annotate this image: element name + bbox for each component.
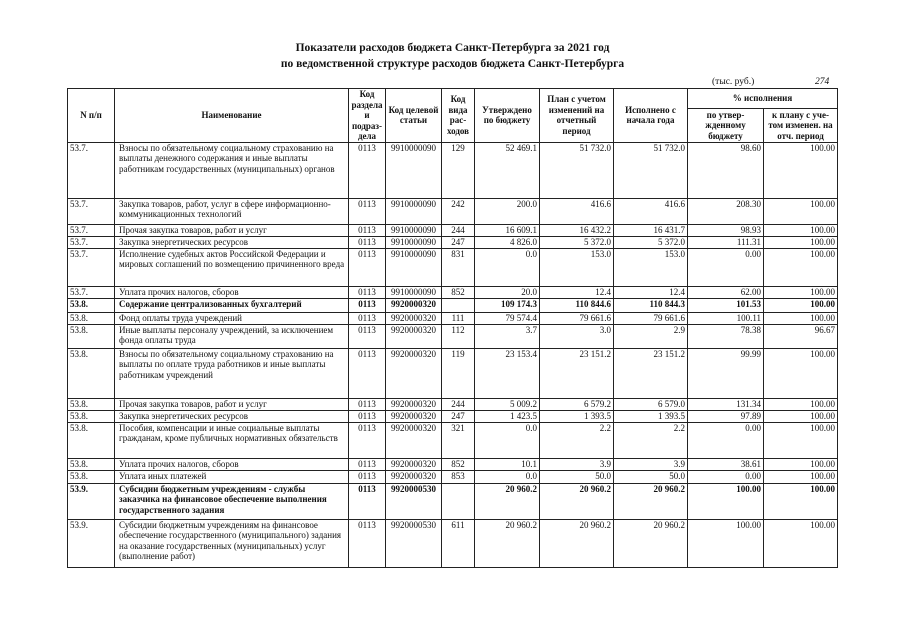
row-razdel: 0113 <box>349 324 386 348</box>
row-pct-approved: 98.93 <box>688 224 764 236</box>
row-plan: 12.4 <box>540 286 614 298</box>
table-row <box>68 312 838 324</box>
row-approved: 3.7 <box>475 324 540 348</box>
row-approved: 20 960.2 <box>475 519 540 567</box>
header-pct-approved: по утвер- жденному бюджету <box>688 109 764 142</box>
row-num: 53.8. <box>68 298 115 312</box>
row-csr: 9910000090 <box>386 248 442 286</box>
row-vr: 247 <box>442 236 475 248</box>
row-csr: 9920000320 <box>386 398 442 410</box>
row-plan: 16 432.2 <box>540 224 614 236</box>
row-pct-plan: 100.00 <box>764 142 838 198</box>
header-csr: Код целевой статьи <box>386 89 442 143</box>
row-name: Закупка энергетических ресурсов <box>115 410 349 422</box>
row-csr: 9920000320 <box>386 312 442 324</box>
row-razdel: 0113 <box>349 248 386 286</box>
row-plan: 50.0 <box>540 470 614 483</box>
row-vr: 111 <box>442 312 475 324</box>
row-num: 53.7. <box>68 248 115 286</box>
row-executed: 5 372.0 <box>614 236 688 248</box>
row-pct-approved: 78.38 <box>688 324 764 348</box>
row-razdel: 0113 <box>349 286 386 298</box>
row-num: 53.8. <box>68 410 115 422</box>
row-plan: 110 844.6 <box>540 298 614 312</box>
row-approved: 0.0 <box>475 470 540 483</box>
row-pct-approved: 0.00 <box>688 422 764 458</box>
row-razdel: 0113 <box>349 398 386 410</box>
row-num: 53.8. <box>68 348 115 398</box>
row-vr: 611 <box>442 519 475 567</box>
row-razdel: 0113 <box>349 422 386 458</box>
table-row <box>68 410 838 422</box>
row-csr: 9920000320 <box>386 324 442 348</box>
budget-table <box>67 88 838 568</box>
row-pct-plan: 100.00 <box>764 198 838 224</box>
header-percent-group: % исполнения <box>688 89 838 109</box>
row-num: 53.8. <box>68 470 115 483</box>
row-approved: 52 469.1 <box>475 142 540 198</box>
table-row <box>68 324 838 348</box>
row-razdel: 0113 <box>349 483 386 519</box>
header-executed: Исполнено с начала года <box>614 89 688 143</box>
row-pct-plan: 100.00 <box>764 236 838 248</box>
row-approved: 4 826.0 <box>475 236 540 248</box>
table-row <box>68 236 838 248</box>
row-pct-plan: 100.00 <box>764 519 838 567</box>
row-executed: 153.0 <box>614 248 688 286</box>
row-plan: 153.0 <box>540 248 614 286</box>
table-row <box>68 142 838 198</box>
row-csr: 9920000320 <box>386 458 442 470</box>
row-executed: 6 579.0 <box>614 398 688 410</box>
row-name: Исполнение судебных актов Российской Федерации и мировых соглашений по возмещению причиненного вреда <box>115 248 349 286</box>
row-executed: 23 151.2 <box>614 348 688 398</box>
row-name: Закупка товаров, работ, услуг в сфере информационно-коммуникационных технологий <box>115 198 349 224</box>
row-num: 53.8. <box>68 312 115 324</box>
row-csr: 9920000320 <box>386 298 442 312</box>
header-razdel: Код раздела и подраз- дела <box>349 89 386 143</box>
row-num: 53.7. <box>68 198 115 224</box>
row-csr: 9920000320 <box>386 470 442 483</box>
row-approved: 0.0 <box>475 422 540 458</box>
table-row <box>68 286 838 298</box>
row-csr: 9910000090 <box>386 198 442 224</box>
report-title-line-1: Показатели расходов бюджета Санкт-Петербурга за 2021 год <box>295 42 610 54</box>
row-csr: 9910000090 <box>386 286 442 298</box>
row-vr: 244 <box>442 398 475 410</box>
row-plan: 23 151.2 <box>540 348 614 398</box>
row-approved: 5 009.2 <box>475 398 540 410</box>
row-num: 53.8. <box>68 422 115 458</box>
row-executed: 79 661.6 <box>614 312 688 324</box>
row-executed: 12.4 <box>614 286 688 298</box>
row-executed: 16 431.7 <box>614 224 688 236</box>
row-plan: 1 393.5 <box>540 410 614 422</box>
row-num: 53.7. <box>68 286 115 298</box>
row-vr: 112 <box>442 324 475 348</box>
row-name: Взносы по обязательному социальному страхованию на выплаты денежного содержания и иные выплаты работникам государственных (муниципальных) органов <box>115 142 349 198</box>
row-plan: 51 732.0 <box>540 142 614 198</box>
row-name: Фонд оплаты труда учреждений <box>115 312 349 324</box>
table-row <box>68 483 838 519</box>
table-row <box>68 224 838 236</box>
row-executed: 20 960.2 <box>614 483 688 519</box>
table-row <box>68 398 838 410</box>
row-executed: 2.9 <box>614 324 688 348</box>
row-plan: 2.2 <box>540 422 614 458</box>
row-csr: 9920000530 <box>386 483 442 519</box>
row-name: Содержание централизованных бухгалтерий <box>115 298 349 312</box>
row-name: Закупка энергетических ресурсов <box>115 236 349 248</box>
row-executed: 50.0 <box>614 470 688 483</box>
table-row <box>68 422 838 458</box>
row-pct-approved: 100.00 <box>688 483 764 519</box>
row-pct-plan: 100.00 <box>764 398 838 410</box>
row-num: 53.8. <box>68 324 115 348</box>
row-pct-plan: 100.00 <box>764 410 838 422</box>
row-vr: 321 <box>442 422 475 458</box>
row-approved: 0.0 <box>475 248 540 286</box>
row-razdel: 0113 <box>349 410 386 422</box>
row-name: Прочая закупка товаров, работ и услуг <box>115 398 349 410</box>
table-row <box>68 198 838 224</box>
header-vr: Код вида рас- ходов <box>442 89 475 143</box>
row-plan: 5 372.0 <box>540 236 614 248</box>
table-row <box>68 519 838 567</box>
table-row <box>68 470 838 483</box>
row-executed: 2.2 <box>614 422 688 458</box>
row-vr <box>442 298 475 312</box>
row-pct-plan: 100.00 <box>764 458 838 470</box>
row-plan: 416.6 <box>540 198 614 224</box>
row-vr: 119 <box>442 348 475 398</box>
row-plan: 3.0 <box>540 324 614 348</box>
row-pct-approved: 100.00 <box>688 519 764 567</box>
row-razdel: 0113 <box>349 198 386 224</box>
row-vr: 853 <box>442 470 475 483</box>
row-pct-approved: 111.31 <box>688 236 764 248</box>
row-csr: 9920000320 <box>386 422 442 458</box>
row-pct-plan: 100.00 <box>764 470 838 483</box>
header-pct-plan: к плану с уче- том изменен. на отч. период <box>764 109 838 142</box>
row-plan: 79 661.6 <box>540 312 614 324</box>
row-razdel: 0113 <box>349 519 386 567</box>
row-pct-plan: 100.00 <box>764 348 838 398</box>
row-razdel: 0113 <box>349 458 386 470</box>
row-name: Субсидии бюджетным учреждениям на финансовое обеспечение государственного (муниципального) задания на оказание государственных (муниципальных) услуг (выполнение работ) <box>115 519 349 567</box>
row-num: 53.9. <box>68 519 115 567</box>
table-row <box>68 348 838 398</box>
row-pct-approved: 99.99 <box>688 348 764 398</box>
row-pct-approved: 0.00 <box>688 470 764 483</box>
row-approved: 16 609.1 <box>475 224 540 236</box>
row-plan: 3.9 <box>540 458 614 470</box>
row-csr: 9910000090 <box>386 224 442 236</box>
row-pct-plan: 100.00 <box>764 286 838 298</box>
row-name: Уплата прочих налогов, сборов <box>115 458 349 470</box>
row-executed: 110 844.3 <box>614 298 688 312</box>
row-pct-approved: 97.89 <box>688 410 764 422</box>
row-approved: 79 574.4 <box>475 312 540 324</box>
row-pct-approved: 62.00 <box>688 286 764 298</box>
row-pct-plan: 100.00 <box>764 312 838 324</box>
row-num: 53.7. <box>68 236 115 248</box>
row-csr: 9910000090 <box>386 142 442 198</box>
row-approved: 20 960.2 <box>475 483 540 519</box>
row-approved: 23 153.4 <box>475 348 540 398</box>
header-name: Наименование <box>115 89 349 143</box>
row-num: 53.7. <box>68 142 115 198</box>
row-plan: 6 579.2 <box>540 398 614 410</box>
row-razdel: 0113 <box>349 470 386 483</box>
row-vr: 852 <box>442 286 475 298</box>
header-approved: Утверждено по бюджету <box>475 89 540 143</box>
row-vr: 244 <box>442 224 475 236</box>
row-csr: 9920000530 <box>386 519 442 567</box>
row-approved: 109 174.3 <box>475 298 540 312</box>
header-num: N п/п <box>68 89 115 143</box>
row-pct-approved: 131.34 <box>688 398 764 410</box>
row-name: Уплата иных платежей <box>115 470 349 483</box>
row-pct-plan: 96.67 <box>764 324 838 348</box>
row-vr <box>442 483 475 519</box>
row-pct-plan: 100.00 <box>764 224 838 236</box>
row-csr: 9920000320 <box>386 348 442 398</box>
row-pct-plan: 100.00 <box>764 483 838 519</box>
row-executed: 416.6 <box>614 198 688 224</box>
row-executed: 1 393.5 <box>614 410 688 422</box>
row-pct-approved: 98.60 <box>688 142 764 198</box>
row-pct-approved: 38.61 <box>688 458 764 470</box>
row-plan: 20 960.2 <box>540 483 614 519</box>
row-pct-approved: 0.00 <box>688 248 764 286</box>
row-num: 53.8. <box>68 458 115 470</box>
row-executed: 20 960.2 <box>614 519 688 567</box>
row-pct-plan: 100.00 <box>764 422 838 458</box>
row-vr: 247 <box>442 410 475 422</box>
row-razdel: 0113 <box>349 236 386 248</box>
row-name: Пособия, компенсации и иные социальные выплаты гражданам, кроме публичных нормативных обязательств <box>115 422 349 458</box>
row-csr: 9910000090 <box>386 236 442 248</box>
row-vr: 831 <box>442 248 475 286</box>
units-label: (тыс. руб.) <box>712 77 755 87</box>
row-razdel: 0113 <box>349 312 386 324</box>
report-title-line-2: по ведомственной структуре расходов бюджета Санкт-Петербурга <box>280 58 625 70</box>
row-name: Уплата прочих налогов, сборов <box>115 286 349 298</box>
row-vr: 852 <box>442 458 475 470</box>
page-number: 274 <box>815 77 830 87</box>
row-razdel: 0113 <box>349 224 386 236</box>
row-name: Прочая закупка товаров, работ и услуг <box>115 224 349 236</box>
row-approved: 1 423.5 <box>475 410 540 422</box>
row-num: 53.8. <box>68 398 115 410</box>
row-name: Взносы по обязательному социальному страхованию на выплаты по оплате труда работников и иные выплаты работникам учреждений <box>115 348 349 398</box>
row-executed: 51 732.0 <box>614 142 688 198</box>
row-razdel: 0113 <box>349 142 386 198</box>
table-row <box>68 298 838 312</box>
header-plan: План с учетом изменений на отчетный период <box>540 89 614 143</box>
row-plan: 20 960.2 <box>540 519 614 567</box>
row-razdel: 0113 <box>349 348 386 398</box>
row-vr: 242 <box>442 198 475 224</box>
row-csr: 9920000320 <box>386 410 442 422</box>
row-pct-approved: 100.11 <box>688 312 764 324</box>
table-row <box>68 458 838 470</box>
row-num: 53.7. <box>68 224 115 236</box>
row-name: Иные выплаты персоналу учреждений, за исключением фонда оплаты труда <box>115 324 349 348</box>
row-approved: 20.0 <box>475 286 540 298</box>
row-pct-plan: 100.00 <box>764 298 838 312</box>
row-pct-approved: 101.53 <box>688 298 764 312</box>
row-num: 53.9. <box>68 483 115 519</box>
row-approved: 10.1 <box>475 458 540 470</box>
row-pct-plan: 100.00 <box>764 248 838 286</box>
row-approved: 200.0 <box>475 198 540 224</box>
table-row <box>68 248 838 286</box>
row-vr: 129 <box>442 142 475 198</box>
row-razdel: 0113 <box>349 298 386 312</box>
row-name: Субсидии бюджетным учреждениям - службы заказчика на финансовое обеспечение выполнения государственного задания <box>115 483 349 519</box>
row-executed: 3.9 <box>614 458 688 470</box>
row-pct-approved: 208.30 <box>688 198 764 224</box>
